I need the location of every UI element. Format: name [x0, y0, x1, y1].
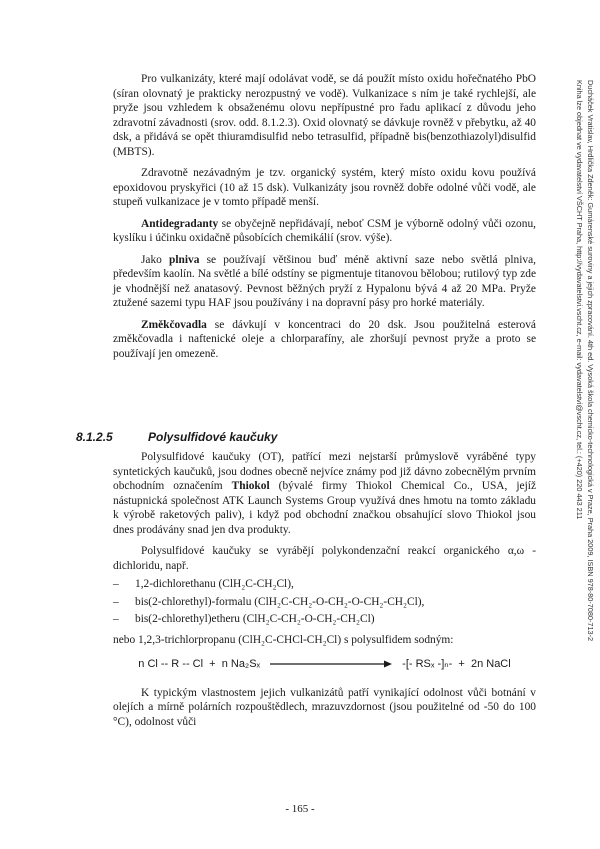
list-item: [113, 577, 536, 592]
section-body: [113, 450, 536, 736]
body-text: [113, 72, 536, 368]
section-heading: [76, 430, 277, 444]
dash-bullet: –: [113, 578, 119, 590]
paragraph-antidegradants: [113, 217, 536, 246]
paragraph-pbo: Pro vulkanizáty, které mají odolávat vodě, se dá použít místo oxidu hořečnatého PbO (síran olovnatý je prakticky nerozpustný ve vodě). Vulkanizace s ním je také rychlejší, ale pryže jsou vzhledem k obsaženému olovu nepřípustné pro řadu aplikací z důvodu jeho zdravotní závadnosti (srov. odd. 8.1.2.3). Oxid olovnatý se dávkuje rovněž v přebytku, až 40 dsk, a přidává se opět thiuramdisulfid nebo tetrasulfid, případně bis(benzothiazolyl)disulfid (MBTS).: [113, 73, 536, 158]
term-fillers: plniva: [169, 253, 200, 266]
reaction-arrow-icon: [270, 660, 392, 668]
list-item-text: 1,2-dichlorethanu (ClH₂C-CH₂Cl),: [135, 578, 294, 590]
term-thiokol: Thiokol: [231, 480, 270, 492]
dash-bullet: –: [113, 613, 119, 625]
citation-text: [574, 80, 596, 720]
section-title: Polysulfidové kaučuky: [148, 430, 278, 444]
paragraph-thiokol-text: (bývalé firmy Thiokol Chemical Co., USA, jejíž nástupnická společnost ATK Launch Systems Group využívá dnes hmotu na tomto základu k výrobě raketových paliv), i když pod obchodní značkou obsahující slovo Thiokol jsou dnes prodávány snad jen dva produkty.: [113, 480, 537, 536]
list-item-text: bis(2-chlorethyl)etheru (ClH₂C-CH₂-O-CH₂-CH₂Cl): [135, 613, 375, 625]
paragraph-plasticizers: [113, 318, 536, 362]
citation-line: Ducháček Vratislav, Hrdlička Zdeněk: Gumárenské suroviny a jejich zpracování. 4th ed. Vysoká škola chemicko-technologická v Praze, Praha 2009, ISBN 978-80-7080-713-2: [586, 80, 595, 642]
paragraph-fillers-text: se používají většinou buď méně aktivní saze nebo světlá plniva, především kaolín. Na světlé a bílé odstíny se pigmentuje titanovou bělobou; rutilový typ zde je vhodnější než anatasový. Pevnost běžných pryží z Hypalonu bývá 4 až 20 MPa. Pryže ztužené sazemi typu HAF jsou používány i na dopravní pásy pro horké materiály.: [113, 253, 536, 309]
paragraph-organic-system: Zdravotně nezávadným je tzv. organický systém, který místo oxidu kovu používá epoxidovou pryskyřici (10 až 15 dsk). Vulkanizáty jsou rovněž dobře odolné vůči vodě, ale stupeň vulkanizace je v tomto případě menší.: [113, 167, 536, 208]
reaction-reactants: n Cl -- R -- Cl + n Na₂Sₓ: [138, 658, 261, 670]
citation-order-line: Kniha lze objednat ve vydavatelství VŠCHT Praha, http://vydavatelstvi.vscht.cz, e-mail: vydavatelstvi@vscht.cz, tel.: (+420) 220 443 211: [575, 80, 584, 520]
paragraph-properties: K typickým vlastnostem jejich vulkanizátů patří vynikající odolnost vůči botnání v olejích a mírně polárních rozpouštědlech, mrazuvzdornost (jsou použitelné od -50 do 100 °C), odolnost vůči: [113, 686, 536, 728]
paragraph-thiokol: [113, 450, 536, 537]
term-plasticizers: Změkčovadla: [141, 318, 207, 331]
dichloride-list: [113, 577, 536, 627]
paragraph-fillers-lead: Jako: [141, 253, 170, 266]
paragraph-plasticizers-text: se dávkují v koncentraci do 20 dsk. Jsou použitelná esterová změkčovadla i naftenické oleje a chlorparafíny, ale zhoršují pevnost pryže a proto se používají jen omezeně.: [113, 318, 536, 360]
paragraph-antidegradants-text: se obyčejně nepřidávají, neboť CSM je výborně odolný vůči ozonu, kyslíku i účinku oxidačně působících chemikálií (srov. výše).: [113, 217, 536, 244]
dash-bullet: –: [113, 595, 119, 608]
list-item-text: bis(2-chlorethyl)-formalu (ClH₂C-CH₂-O-CH₂-O-CH₂-CH₂Cl),: [135, 595, 425, 608]
citation-sidebar: [566, 80, 596, 720]
reaction-products: -[- RSₓ -]ₙ- + 2n NaCl: [402, 658, 511, 670]
term-antidegradants: Antidegradanty: [141, 217, 219, 230]
reaction-equation: [113, 657, 536, 672]
page-number: - 165 -: [285, 803, 315, 815]
paragraph-trichlorpropane: nebo 1,2,3-trichlorpropanu (ClH₂C-CHCl-CH₂Cl) s polysulfidem sodným:: [113, 633, 454, 646]
section-number: 8.1.2.5: [76, 430, 113, 444]
paragraph-fillers: [113, 253, 536, 311]
paragraph-thiokol-lead: Polysulfidové kaučuky (OT), patřící mezi nejstarší průmyslově vyráběné typy syntetických kaučuků, jsou dodnes obecně nejvíce známy pod již dávno zobecnělým prvním obchodním označením: [113, 451, 536, 492]
list-item: [113, 595, 536, 610]
list-item: [113, 612, 536, 627]
paragraph-polycondensation: Polysulfidové kaučuky se vyrábějí polykondenzační reakcí organického α,ω -dichloridu, např.: [113, 545, 536, 572]
